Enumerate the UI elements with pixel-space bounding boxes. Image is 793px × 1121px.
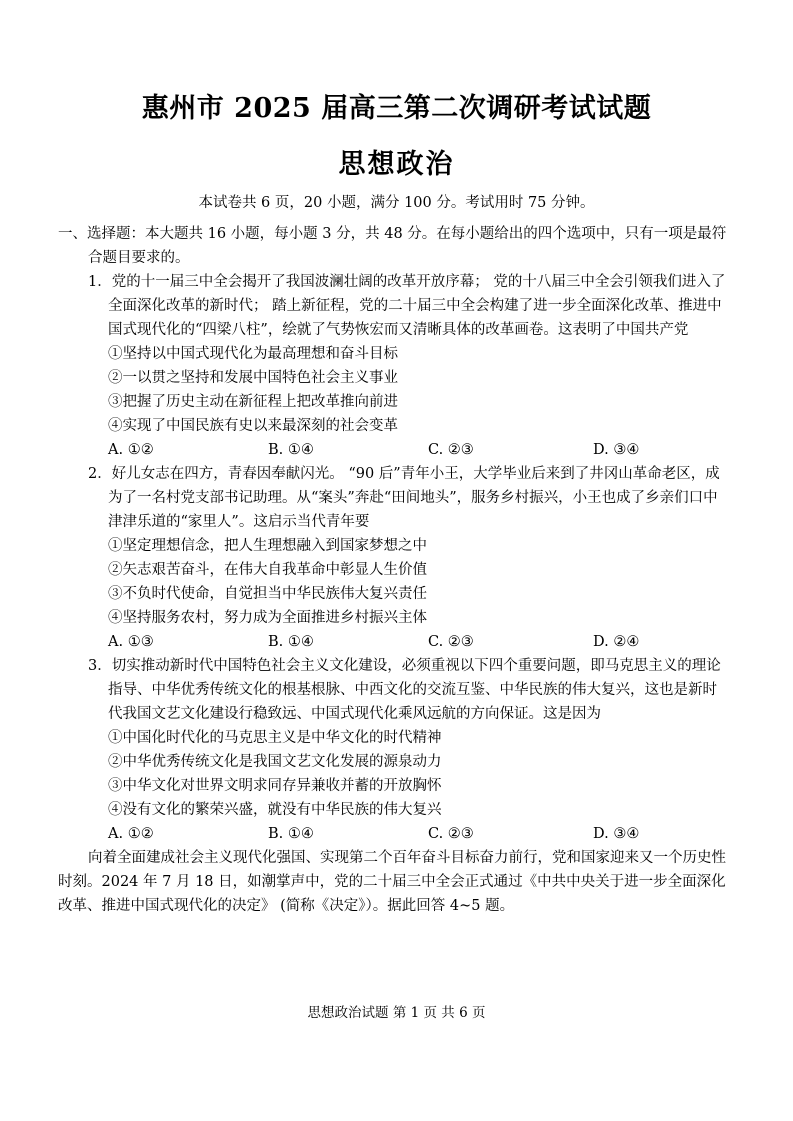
exam-content <box>58 222 728 918</box>
statement-option: ③中华文化对世界文明求同存异兼收并蓄的开放胸怀 <box>108 778 442 794</box>
statement-option: ①坚定理想信念，把人生理想融入到国家梦想之中 <box>108 538 427 554</box>
page-footer: 思想政治试题 第 1 页 共 6 页 <box>307 1005 486 1021</box>
choice-c: C. ②③ <box>428 442 474 458</box>
choice-b: B. ①④ <box>268 442 314 458</box>
question-2 <box>88 462 728 654</box>
statement-option: ②矢志艰苦奋斗，在伟大自我革命中彰显人生价值 <box>108 562 427 578</box>
question-stem: 3．切实推动新时代中国特色社会主义文化建设，必须重视以下四个重要问题，即马克思主义的理论指导、中华优秀传统文化的根基根脉、中西文化的交流互鉴、中华民族的伟大复兴，这也是新时代我国文艺文化建设行稳致远、中国式现代化乘风远航的方向保证。这是因为 <box>88 658 721 722</box>
choice-b: B. ①④ <box>268 634 314 650</box>
choice-c: C. ②③ <box>428 634 474 650</box>
statement-option: ④实现了中国民族有史以来最深刻的社会变革 <box>108 418 398 434</box>
exam-info: 本试卷共 6 页，20 小题，满分 100 分。考试用时 75 分钟。 <box>198 195 595 211</box>
statement-option: ④没有文化的繁荣兴盛，就没有中华民族的伟大复兴 <box>108 802 442 818</box>
choice-d: D. ②④ <box>593 634 640 650</box>
choice-a: A. ①② <box>108 442 154 458</box>
choice-a: A. ①② <box>108 826 154 842</box>
statement-option: ②中华优秀传统文化是我国文艺文化发展的源泉动力 <box>108 754 442 770</box>
statement-option: ①坚持以中国式现代化为最高理想和奋斗目标 <box>108 346 398 362</box>
question-1 <box>88 270 728 462</box>
choice-d: D. ③④ <box>593 442 640 458</box>
question-3 <box>88 654 728 846</box>
answer-choices <box>88 630 728 654</box>
choice-a: A. ①③ <box>108 634 154 650</box>
statement-option: ④坚持服务农村，努力成为全面推进乡村振兴主体 <box>108 610 427 626</box>
statement-option: ③把握了历史主动在新征程上把改革推向前进 <box>108 394 398 410</box>
exam-title: 惠州市 2025 届高三第二次调研考试试题 <box>141 93 652 124</box>
section-heading: 一、选择题：本大题共 16 小题，每小题 3 分，共 48 分。在每小题给出的四个选项中，只有一项是最符合题目要求的。 <box>58 226 727 266</box>
statement-option: ③不负时代使命，自觉担当中华民族伟大复兴责任 <box>108 586 427 602</box>
statement-option: ①中国化时代化的马克思主义是中华文化的时代精神 <box>108 730 442 746</box>
choice-c: C. ②③ <box>428 826 474 842</box>
choice-b: B. ①④ <box>268 826 314 842</box>
statement-option: ②一以贯之坚持和发展中国特色社会主义事业 <box>108 370 398 386</box>
question-stem: 1．党的十一届三中全会揭开了我国波澜壮阔的改革开放序幕； 党的十八届三中全会引领我们进入了全面深化改革的新时代； 踏上新征程，党的二十届三中全会构建了进一步全面深化改革、推进中国式现代化的“四梁八柱”，绘就了气势恢宏而又清晰具体的改革画卷。这表明了中国共产党 <box>88 274 726 338</box>
subject-title: 思想政治 <box>338 149 455 180</box>
answer-choices <box>88 822 728 846</box>
reading-passage: 向着全面建成社会主义现代化强国、实现第二个百年奋斗目标奋力前行，党和国家迎来又一个历史性时刻。2024 年 7 月 18 日，如潮掌声中，党的二十届三中全会正式通过《中共中央关于进一步全面深化改革、推进中国式现代化的决定》 (简称《决定》）。据此回答 4~5 题。 <box>58 850 726 914</box>
choice-d: D. ③④ <box>593 826 640 842</box>
question-stem: 2．好儿女志在四方，青春因奉献闪光。 “90 后”青年小王，大学毕业后来到了井冈山革命老区，成为了一名村党支部书记助理。从“案头”奔赴“田间地头”，服务乡村振兴，小王也成了乡亲们口中津津乐道的“家里人”。这启示当代青年要 <box>88 466 720 530</box>
answer-choices <box>88 438 728 462</box>
